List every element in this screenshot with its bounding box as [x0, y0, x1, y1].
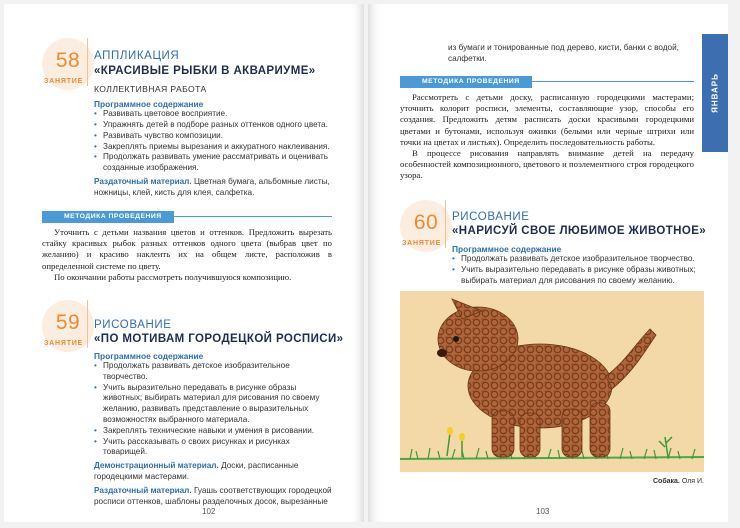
lesson-58-method-bar	[42, 211, 332, 223]
method-label: МЕТОДИКА ПРОВЕДЕНИЯ	[400, 76, 532, 88]
lesson-58-type: АППЛИКАЦИЯ	[94, 50, 180, 62]
lesson-59-method-bar	[400, 76, 694, 88]
paragraph: В процессе рисования направлять внимание детей на передачу особенностей композиционного, цветового и поэлементного строя городецкого узора.	[400, 148, 694, 181]
lesson-58-program-list	[94, 109, 334, 174]
lesson-59-method-text	[400, 92, 694, 182]
paragraph: По окончании работы рассмотреть получившуюся композицию.	[54, 271, 292, 282]
list-item: • Упражнять детей в подборе разных оттенков одного цвета.	[94, 120, 334, 131]
materials-label: Раздаточный материал.	[94, 177, 192, 187]
flowers	[447, 427, 672, 457]
dog-eye	[453, 336, 459, 342]
demo-label: Демонстрационный материал.	[94, 461, 219, 471]
lesson-58-divider	[87, 38, 88, 86]
list-item: • Закреплять технические навыки и умения в рисовании.	[94, 426, 334, 437]
left-page	[4, 4, 364, 522]
lesson-58-subtitle: КОЛЛЕКТИВНАЯ РАБОТА	[94, 84, 207, 94]
paragraph: Рассмотреть с детьми доску, расписанную городецкими мастерами; уточнить колорит росписи, элементы, составляющие узор, способы его создания. Предложить детям расписать доски красивыми городецкими цветами и бутонами, используя оживки (белыми или черные штрихи или точки на цветах и листьях). Определить последовательность работы.	[400, 92, 694, 147]
grass	[400, 448, 704, 459]
list-item: • Закреплять приемы вырезания и аккуратного наклеивания.	[94, 142, 334, 153]
materials-text: Гуашь соответствующих городецкой росписи оттенков, шаблоны разделочных досок, вырезанные	[94, 485, 332, 507]
lesson-60-divider	[445, 200, 446, 248]
list-item: • Продолжать развивать детское изобразительное творчество.	[452, 254, 696, 265]
page-number-right: 103	[536, 507, 550, 516]
lesson-59-materials	[94, 485, 334, 508]
lesson-59-demo-material	[94, 460, 334, 483]
lesson-59-program-heading: Программное содержание	[94, 351, 204, 361]
list-item: • Продолжать развивать детское изобразительное творчество.	[94, 361, 334, 383]
dog-drawing-svg	[400, 291, 704, 472]
lesson-60-program-list	[452, 254, 696, 286]
month-tab	[702, 34, 728, 152]
continued-materials-text: из бумаги и тонированные под дерево, кисти, банки с водой, салфетки.	[448, 43, 679, 64]
lesson-60-number: 60	[413, 211, 439, 234]
month-tab-label: ЯНВАРЬ	[710, 73, 720, 113]
list-item: • Учить выразительно передавать в рисунке образы животных; выбирать материал для рисования по своему желанию, развивать представление о выразительных возможностях выбранного материала.	[94, 383, 334, 426]
lesson-59-word: ЗАНЯТИЕ	[44, 340, 84, 347]
lesson-59-number: 59	[55, 311, 81, 334]
list-item: • Развивать чувство композиции.	[94, 131, 334, 142]
image-caption	[400, 478, 704, 485]
lesson-59-body	[94, 351, 334, 507]
lesson-59-program-list	[94, 361, 334, 458]
lesson-60-word: ЗАНЯТИЕ	[402, 240, 442, 247]
lesson-58-program-heading: Программное содержание	[94, 99, 204, 110]
dog-figure	[438, 299, 656, 457]
lesson-58-word: ЗАНЯТИЕ	[44, 78, 84, 85]
lesson-60-title: «НАРИСУЙ СВОЕ ЛЮБИМОЕ ЖИВОТНОЕ»	[452, 225, 707, 237]
list-item: • Учить выразительно передавать в рисунке образы животных; выбирать материал для рисования по своему желанию.	[452, 265, 696, 287]
paragraph: Уточнить с детьми названия цветов и оттенков. Предложить вырезать стайку красивых рыбок разных оттенков одного цвета (выбрав цвет по желанию) и красиво наклеить их на общем листе, расположив в определенной системе по цвету.	[42, 227, 332, 271]
right-page	[368, 4, 728, 522]
lesson-58-materials	[94, 176, 334, 199]
list-item: • Продолжать развивать умение рассматривать и оценивать созданные изображения.	[94, 152, 334, 174]
lesson-58-title: «КРАСИВЫЕ РЫБКИ В АКВАРИУМЕ»	[94, 65, 316, 77]
caption-title: Собака.	[652, 478, 680, 485]
dog-nose	[437, 349, 447, 357]
dog-drawing-illustration	[400, 291, 704, 472]
page-number-left: 102	[202, 507, 216, 516]
lesson-58-method-text	[42, 227, 332, 283]
caption-author: Оля И.	[681, 478, 704, 485]
lesson-59-divider	[87, 300, 88, 348]
lesson-59-title: «ПО МОТИВАМ ГОРОДЕЦКОЙ РОСПИСИ»	[94, 333, 344, 345]
lesson-60-body	[452, 244, 696, 286]
lesson-59-type: РИСОВАНИЕ	[94, 319, 172, 331]
materials-text: Цветная бумага, альбомные листы, ножницы, клей, кисть для клея, салфетка.	[94, 177, 330, 198]
list-item: • Развивать цветовое восприятие.	[94, 109, 334, 120]
method-label: МЕТОДИКА ПРОВЕДЕНИЯ	[42, 211, 174, 223]
materials-label: Раздаточный материал.	[94, 485, 192, 495]
lesson-58-number: 58	[55, 49, 81, 72]
lesson-58-body	[94, 84, 334, 199]
list-item: • Учить рассказывать о своих рисунках и рисунках товарищей.	[94, 437, 334, 459]
demo-text: Доски, расписанные городецкими мастерами.	[94, 461, 299, 482]
lesson-60-type: РИСОВАНИЕ	[452, 211, 530, 223]
lesson-60-program-heading: Программное содержание	[452, 244, 562, 254]
